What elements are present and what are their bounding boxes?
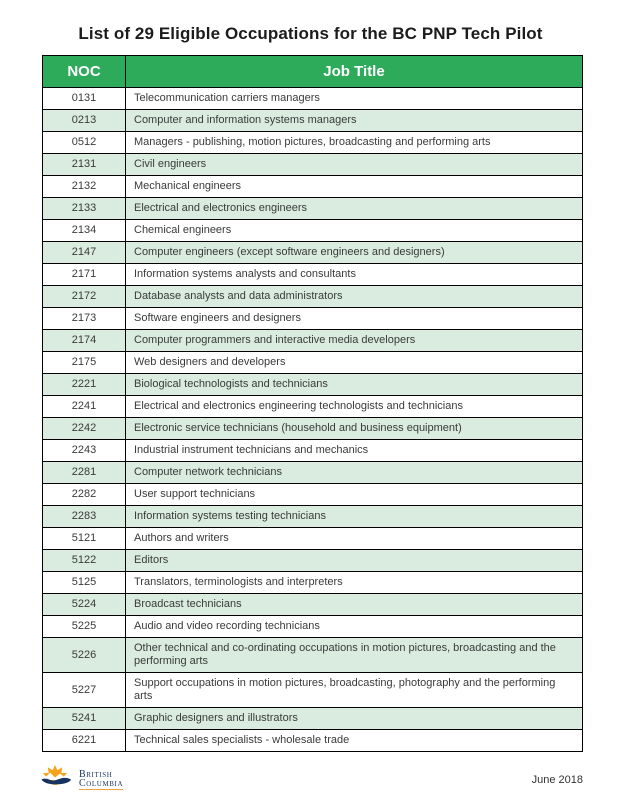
page-title: List of 29 Eligible Occupations for the BC PNP Tech Pilot [78,24,543,43]
job-title: Translators, terminologists and interpreters [126,572,583,594]
table-row [43,286,583,308]
job-title: Information systems testing technicians [126,506,583,528]
table-row [43,462,583,484]
noc-code: 2172 [43,286,126,308]
job-title: Computer engineers (except software engineers and designers) [126,242,583,264]
noc-code: 2282 [43,484,126,506]
noc-code: 2281 [43,462,126,484]
job-title: Other technical and co-ordinating occupations in motion pictures, broadcasting and the performing arts [126,638,583,673]
job-title: Authors and writers [126,528,583,550]
table-row [43,484,583,506]
noc-code: 0213 [43,110,126,132]
noc-code: 0512 [43,132,126,154]
page-footer [38,764,583,796]
table-row [43,572,583,594]
occupations-table [42,55,583,752]
bc-sunburst-icon [38,764,74,796]
noc-code: 6221 [43,730,126,752]
noc-code: 5225 [43,616,126,638]
noc-code: 2134 [43,220,126,242]
noc-code: 2221 [43,374,126,396]
job-title: Information systems analysts and consultants [126,264,583,286]
job-title: Industrial instrument technicians and mechanics [126,440,583,462]
bc-logo-line2: Columbia [79,778,124,789]
job-title: Telecommunication carriers managers [126,88,583,110]
table-row [43,506,583,528]
noc-code: 5224 [43,594,126,616]
bc-logo-wordmark [79,770,123,790]
noc-code: 2283 [43,506,126,528]
noc-code: 2171 [43,264,126,286]
noc-code: 5125 [43,572,126,594]
noc-code: 5227 [43,673,126,708]
bc-government-logo [38,764,123,796]
table-row [43,673,583,708]
noc-code: 5226 [43,638,126,673]
noc-code: 5121 [43,528,126,550]
job-title: Electrical and electronics engineers [126,198,583,220]
noc-code: 0131 [43,88,126,110]
job-title: User support technicians [126,484,583,506]
bc-logo-line1: British [79,769,113,780]
table-header [43,56,583,88]
job-title: Electrical and electronics engineering technologists and technicians [126,396,583,418]
job-title: Graphic designers and illustrators [126,708,583,730]
noc-code: 2131 [43,154,126,176]
noc-code: 5241 [43,708,126,730]
table-row [43,374,583,396]
table-row [43,550,583,572]
table-row [43,308,583,330]
table-row [43,352,583,374]
table-row [43,594,583,616]
column-header-noc: NOC [43,56,126,88]
table-row [43,730,583,752]
job-title: Support occupations in motion pictures, broadcasting, photography and the performing arts [126,673,583,708]
job-title: Computer and information systems managers [126,110,583,132]
job-title: Audio and video recording technicians [126,616,583,638]
noc-code: 2133 [43,198,126,220]
job-title: Database analysts and data administrators [126,286,583,308]
job-title: Managers - publishing, motion pictures, broadcasting and performing arts [126,132,583,154]
footer-date: June 2018 [531,774,583,786]
job-title: Computer network technicians [126,462,583,484]
noc-code: 2174 [43,330,126,352]
table-row [43,616,583,638]
noc-code: 2242 [43,418,126,440]
table-row [43,198,583,220]
table-row [43,418,583,440]
noc-code: 2241 [43,396,126,418]
table-row [43,88,583,110]
job-title: Chemical engineers [126,220,583,242]
noc-code: 2175 [43,352,126,374]
table-row [43,220,583,242]
table-row [43,708,583,730]
noc-code: 2147 [43,242,126,264]
table-row [43,242,583,264]
job-title: Civil engineers [126,154,583,176]
table-row [43,176,583,198]
job-title: Mechanical engineers [126,176,583,198]
noc-code: 5122 [43,550,126,572]
table-row [43,132,583,154]
table-row [43,110,583,132]
noc-code: 2243 [43,440,126,462]
noc-code: 2173 [43,308,126,330]
job-title: Electronic service technicians (household and business equipment) [126,418,583,440]
job-title: Editors [126,550,583,572]
job-title: Broadcast technicians [126,594,583,616]
table-row [43,330,583,352]
job-title: Web designers and developers [126,352,583,374]
table-row [43,528,583,550]
table-row [43,154,583,176]
table-row [43,396,583,418]
column-header-job-title: Job Title [126,56,583,88]
job-title: Technical sales specialists - wholesale trade [126,730,583,752]
table-body [43,88,583,752]
job-title: Biological technologists and technicians [126,374,583,396]
table-row [43,264,583,286]
job-title: Computer programmers and interactive media developers [126,330,583,352]
table-row [43,440,583,462]
noc-code: 2132 [43,176,126,198]
table-row [43,638,583,673]
table-header-row [43,56,583,88]
job-title: Software engineers and designers [126,308,583,330]
